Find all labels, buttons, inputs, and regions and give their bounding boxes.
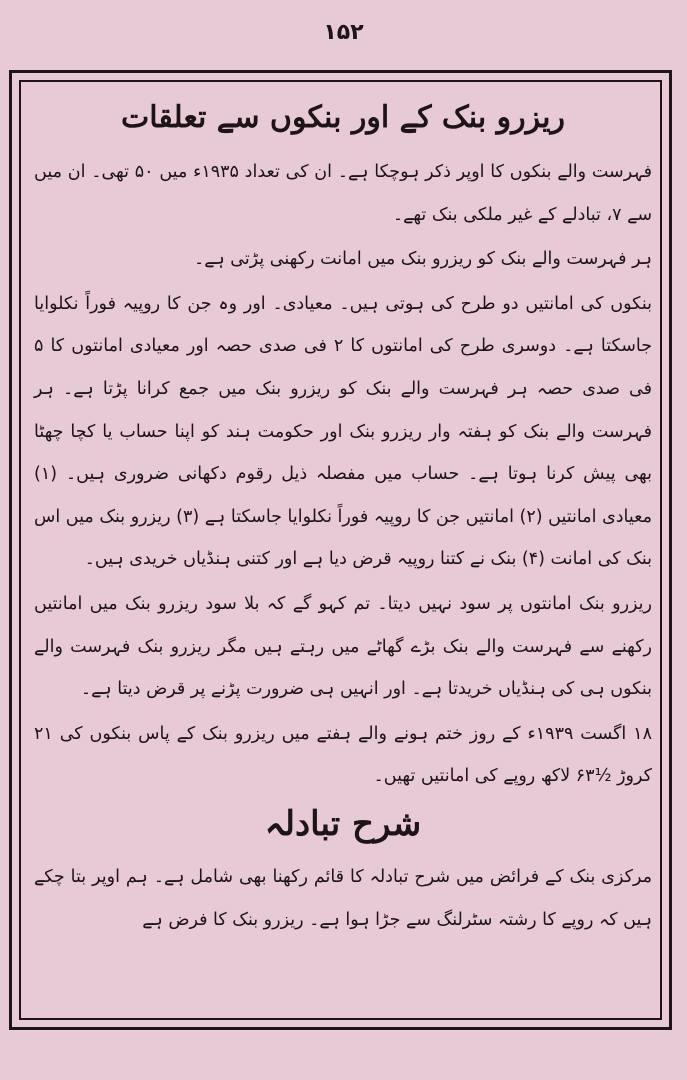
page-number: ۱۵۲ [323, 20, 364, 45]
paragraph: مرکزی بنک کے فرائض میں شرح تبادلہ کا قائم رکھنا بھی شامل ہے۔ ہم اوپر بتا چکے ہیں کہ روپے کا رشتہ سٹرلنگ سے جڑا ہوا ہے۔ ریزرو بنک کا فرض ہے [34, 867, 652, 930]
paragraph: ہر فہرست والے بنک کو ریزرو بنک میں امانت رکھنی پڑتی ہے۔ [193, 249, 652, 270]
paragraph: فہرست والے بنکوں کا اوپر ذکر ہوچکا ہے۔ ان کی تعداد ۱۹۳۵ء میں ۵۰ تھی۔ ان میں سے ۷، تبادلے کے غیر ملکی بنک تھے۔ [34, 162, 652, 225]
paragraph: ریزرو بنک امانتوں پر سود نہیں دیتا۔ تم کہو گے کہ بلا سود ریزرو بنک میں امانتیں رکھنے سے فہرست والے بنک بڑے گھاٹے میں رہتے ہیں مگر ریزرو بنک فہرست والے بنکوں ہی کی ہنڈیاں خریدتا ہے۔ اور انہیں ہی ضرورت پڑنے پر قرض دیتا ہے۔ [34, 593, 652, 700]
paragraph: بنکوں کی امانتیں دو طرح کی ہوتی ہیں۔ معیادی۔ اور وہ جن کا روپیہ فوراً نکلوایا جاسکتا ہے۔ دوسری طرح کی امانتوں کا ۲ فی صدی حصہ اور معیادی امانتوں کا ۵ فی صدی حصہ ہر فہرست والے بنک کو ریزرو بنک میں جمع کرانا پڑتا ہے۔ ہر فہرست والے بنک کو ہفتہ وار ریزرو بنک اور حکومت ہند کو اپنا حساب یا کچا چھٹا بھی پیش کرنا ہوتا ہے۔ حساب میں مفصلہ ذیل رقوم دکھانی ضروری ہیں۔ (۱) معیادی امانتیں (۲) امانتیں جن کا روپیہ فوراً نکلوایا جاسکتا ہے (۳) ریزرو بنک میں اس بنک کی امانت (۴) بنک نے کتنا روپیہ قرض دیا ہے اور کتنی ہنڈیاں خریدی ہیں۔ [34, 293, 653, 570]
paragraph: ۱۸ اگست ۱۹۳۹ء کے روز ختم ہونے والے ہفتے میں ریزرو بنک کے پاس بنکوں کی ۲۱ کروڑ ½۶۳ لاکھ روپے کی امانتیں تھیں۔ [34, 723, 652, 787]
page-content [34, 92, 652, 1012]
section-heading-exchange-rate: شرح تبادلہ [264, 803, 422, 844]
section-heading-reserve-bank-relations: ریزرو بنک کے اور بنکوں سے تعلقات [121, 100, 565, 135]
